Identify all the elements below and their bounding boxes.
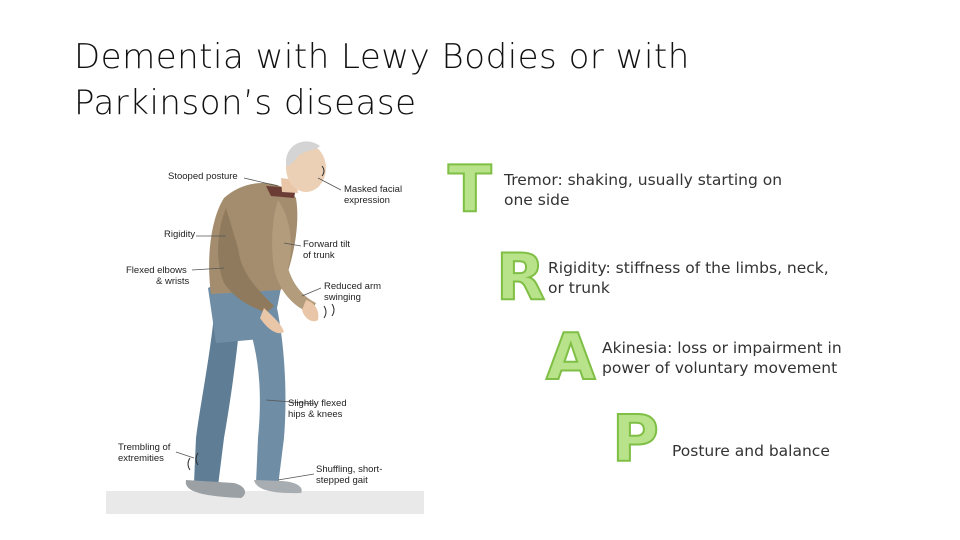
trap-desc-tremor: Tremor: shaking, usually starting on one side [504,171,783,209]
callout-flexed-elbows: Flexed elbows & wrists [126,265,190,287]
trap-desc-rigidity: Rigidity: stiffness of the limbs, neck, or trunk [548,259,829,297]
letter-t: T [448,153,492,227]
callout-rigidity: Rigidity [164,229,196,240]
trap-desc-posture: Posture and balance [672,442,830,460]
callout-reduced-arm-swinging: Reduced arm swinging [324,281,382,303]
callout-stooped-posture: Stooped posture [168,171,238,182]
callout-masked-facial-expression: Masked facial expression [344,184,403,206]
letter-r: R [496,241,546,315]
letter-a: A [546,321,596,395]
callout-forward-tilt: Forward tilt of trunk [303,239,350,261]
trap-desc-akinesia: Akinesia: loss or impairment in power of voluntary movement [602,339,842,377]
callout-slightly-flexed-hips: Slightly flexed hips & knees [288,398,347,420]
letter-p: P [612,403,659,477]
callout-trembling: Trembling of extremities [118,442,171,464]
callout-shuffling-gait: Shuffling, short- stepped gait [316,464,383,486]
slide-title [74,34,774,126]
parkinson-posture-illustration [106,138,424,514]
title-line-1: Dementia with Lewy Bodies or with [74,37,690,77]
title-line-2: Parkinson’s disease [74,83,417,123]
